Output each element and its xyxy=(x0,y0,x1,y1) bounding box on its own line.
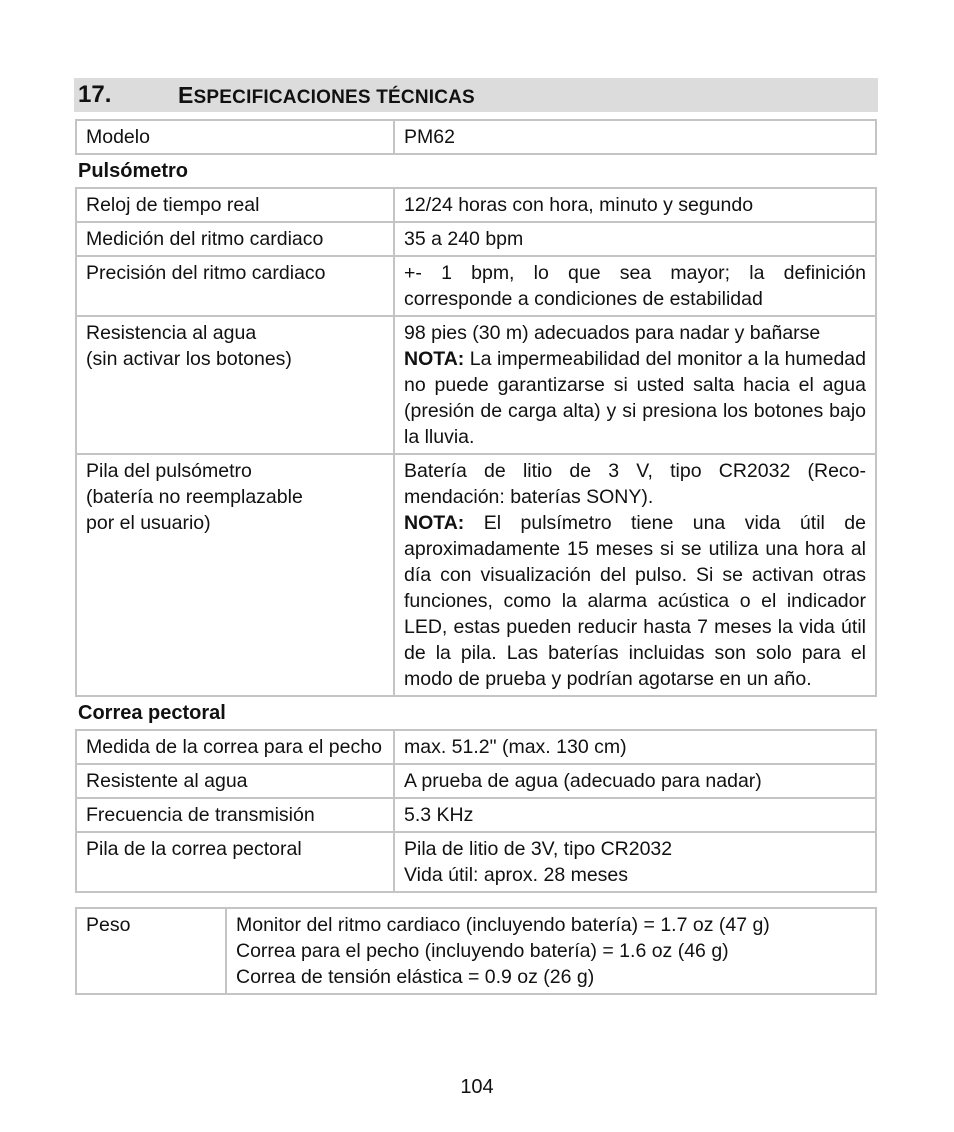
spec-label xyxy=(76,454,394,696)
spec-label: Medición del ritmo cardiaco xyxy=(76,222,394,256)
value-line: Batería de litio de 3 V, tipo CR2032 (Reco-mendación: baterías SONY). xyxy=(404,460,866,508)
correa-title: Correa pectoral xyxy=(78,702,226,724)
spec-value: 35 a 240 bpm xyxy=(394,222,876,256)
table-row xyxy=(76,832,876,892)
spec-label: Medida de la correa para el pecho xyxy=(76,730,394,764)
section-heading xyxy=(74,78,878,112)
pulsometro-title: Pulsómetro xyxy=(78,160,189,182)
note-label: NOTA: xyxy=(404,512,465,534)
model-label: Modelo xyxy=(76,120,394,154)
spec-value: A prueba de agua (adecuado para nadar) xyxy=(394,764,876,798)
spec-label: Resistente al agua xyxy=(76,764,394,798)
table-row xyxy=(76,120,876,154)
table-row xyxy=(76,764,876,798)
correa-table xyxy=(75,729,877,893)
spec-value xyxy=(394,316,876,454)
spec-label: Reloj de tiempo real xyxy=(76,188,394,222)
value-line: Monitor del ritmo cardiaco (incluyendo batería) = 1.7 oz (47 g) xyxy=(236,914,770,936)
value-line: Pila de litio de 3V, tipo CR2032 xyxy=(404,838,673,860)
page-number: 104 xyxy=(460,1076,494,1098)
table-row xyxy=(76,222,876,256)
note-label: NOTA: xyxy=(404,348,465,370)
label-line: por el usuario) xyxy=(86,512,211,534)
value-line: Correa de tensión elástica = 0.9 oz (26 g) xyxy=(236,966,595,988)
spec-value xyxy=(394,832,876,892)
spec-value: 5.3 KHz xyxy=(394,798,876,832)
spacer xyxy=(74,893,878,907)
label-line: (sin activar los botones) xyxy=(86,348,292,370)
note-text: La impermeabilidad del monitor a la humedad no puede garantizarse si usted salta hacia el agua (presión de carga alta) y si presiona los botones bajo la lluvia. xyxy=(404,348,866,448)
table-row xyxy=(76,798,876,832)
model-value: PM62 xyxy=(394,120,876,154)
spec-value: 12/24 horas con hora, minuto y segundo xyxy=(394,188,876,222)
spec-value: max. 51.2" (max. 130 cm) xyxy=(394,730,876,764)
table-row xyxy=(76,188,876,222)
peso-value xyxy=(226,908,876,994)
spec-value: +- 1 bpm, lo que sea mayor; la definición corresponde a condiciones de estabilidad xyxy=(394,256,876,316)
heading-title xyxy=(178,82,475,109)
model-table xyxy=(75,119,877,155)
value-line: Correa para el pecho (incluyendo batería) = 1.6 oz (46 g) xyxy=(236,940,729,962)
table-row xyxy=(76,908,876,994)
note-paragraph xyxy=(404,348,866,448)
spec-label: Precisión del ritmo cardiaco xyxy=(76,256,394,316)
heading-number: 17. xyxy=(78,81,112,108)
note-text: El pulsímetro tiene una vida útil de aproximadamente 15 meses si se utiliza una hora al día con visualización del pulso. Si se activan otras funciones, como la alarma acústica o el indicador LED, estas pueden reducir hasta 7 meses la vida útil de la pila. Las baterías incluidas son solo para el modo de prueba y podrían agotarse en un año. xyxy=(404,512,866,690)
label-line: Resistencia al agua xyxy=(86,322,257,344)
label-line: (batería no reemplazable xyxy=(86,486,303,508)
peso-table xyxy=(75,907,877,995)
value-line: 98 pies (30 m) adecuados para nadar y bañarse xyxy=(404,322,821,344)
spec-label: Frecuencia de transmisión xyxy=(76,798,394,832)
table-row xyxy=(76,730,876,764)
table-row xyxy=(76,316,876,454)
spec-value xyxy=(394,454,876,696)
spec-label xyxy=(76,316,394,454)
spec-label: Pila de la correa pectoral xyxy=(76,832,394,892)
heading-title-initial: E xyxy=(178,81,194,108)
spec-page xyxy=(74,78,878,995)
value-line: Vida útil: aprox. 28 meses xyxy=(404,864,629,886)
note-paragraph xyxy=(404,512,866,690)
heading-title-rest: SPECIFICACIONES TÉCNICAS xyxy=(193,86,475,108)
table-row xyxy=(76,256,876,316)
label-line: Pila del pulsómetro xyxy=(86,460,252,482)
pulsometro-table xyxy=(75,187,877,697)
table-row xyxy=(76,454,876,696)
peso-label: Peso xyxy=(76,908,226,994)
